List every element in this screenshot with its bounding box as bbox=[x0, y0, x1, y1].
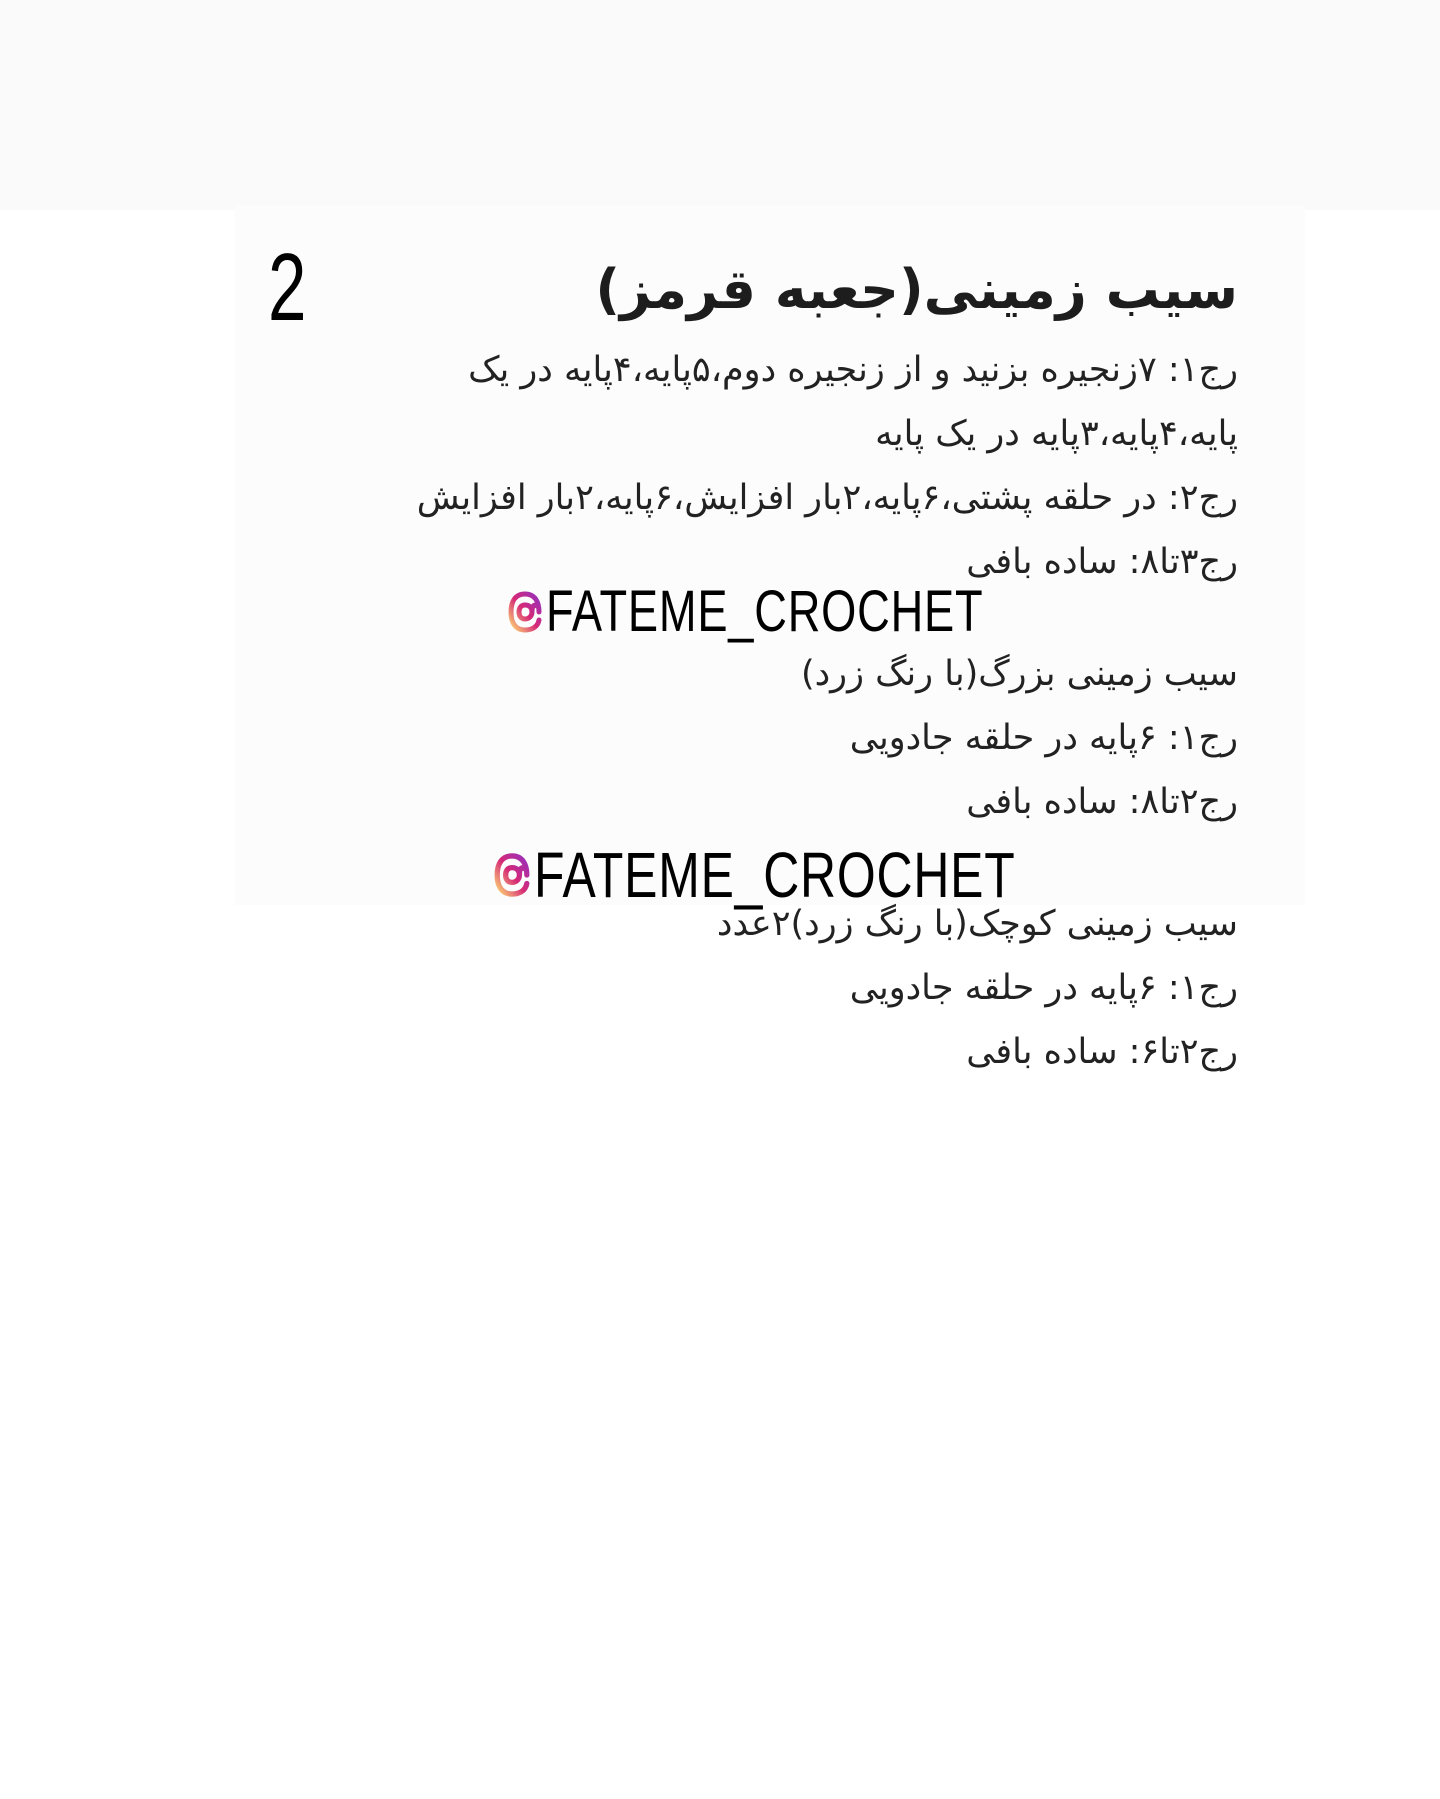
watermark bbox=[494, 838, 1151, 912]
section2-line: رج۱: ۶پایه در حلقه جادویی bbox=[849, 718, 1238, 758]
section1-line: رج۲: در حلقه پشتی،۶پایه،۲بار افزایش،۶پایه،۲بار افزایش bbox=[416, 478, 1238, 518]
section3-line: رج۲تا۶: ساده بافی bbox=[966, 1032, 1238, 1072]
section2-title: سیب زمینی بزرگ(با رنگ زرد) bbox=[800, 654, 1238, 694]
section3-title: سیب زمینی کوچک(با رنگ زرد)۲عدد bbox=[716, 904, 1238, 944]
background-band bbox=[0, 0, 1440, 210]
section2-line: رج۲تا۸: ساده بافی bbox=[966, 782, 1238, 822]
section1-line: رج۱: ۷زنجیره بزنید و از زنجیره دوم،۵پایه،۴پایه در یک bbox=[468, 350, 1238, 390]
threads-icon bbox=[494, 852, 530, 898]
section1-line: پایه،۴پایه،۳پایه در یک پایه bbox=[875, 414, 1238, 454]
section1-title: سیب زمینی(جعبه قرمز) bbox=[595, 258, 1238, 321]
watermark bbox=[508, 578, 1107, 645]
section1-line: رج۳تا۸: ساده بافی bbox=[966, 542, 1238, 582]
watermark-text: FATEME_CROCHET bbox=[546, 579, 984, 644]
pattern-content bbox=[338, 250, 1238, 1084]
section3-line: رج۱: ۶پایه در حلقه جادویی bbox=[849, 968, 1238, 1008]
threads-icon bbox=[508, 591, 542, 633]
page-number: 2 bbox=[268, 234, 307, 341]
watermark-text: FATEME_CROCHET bbox=[534, 839, 1016, 911]
